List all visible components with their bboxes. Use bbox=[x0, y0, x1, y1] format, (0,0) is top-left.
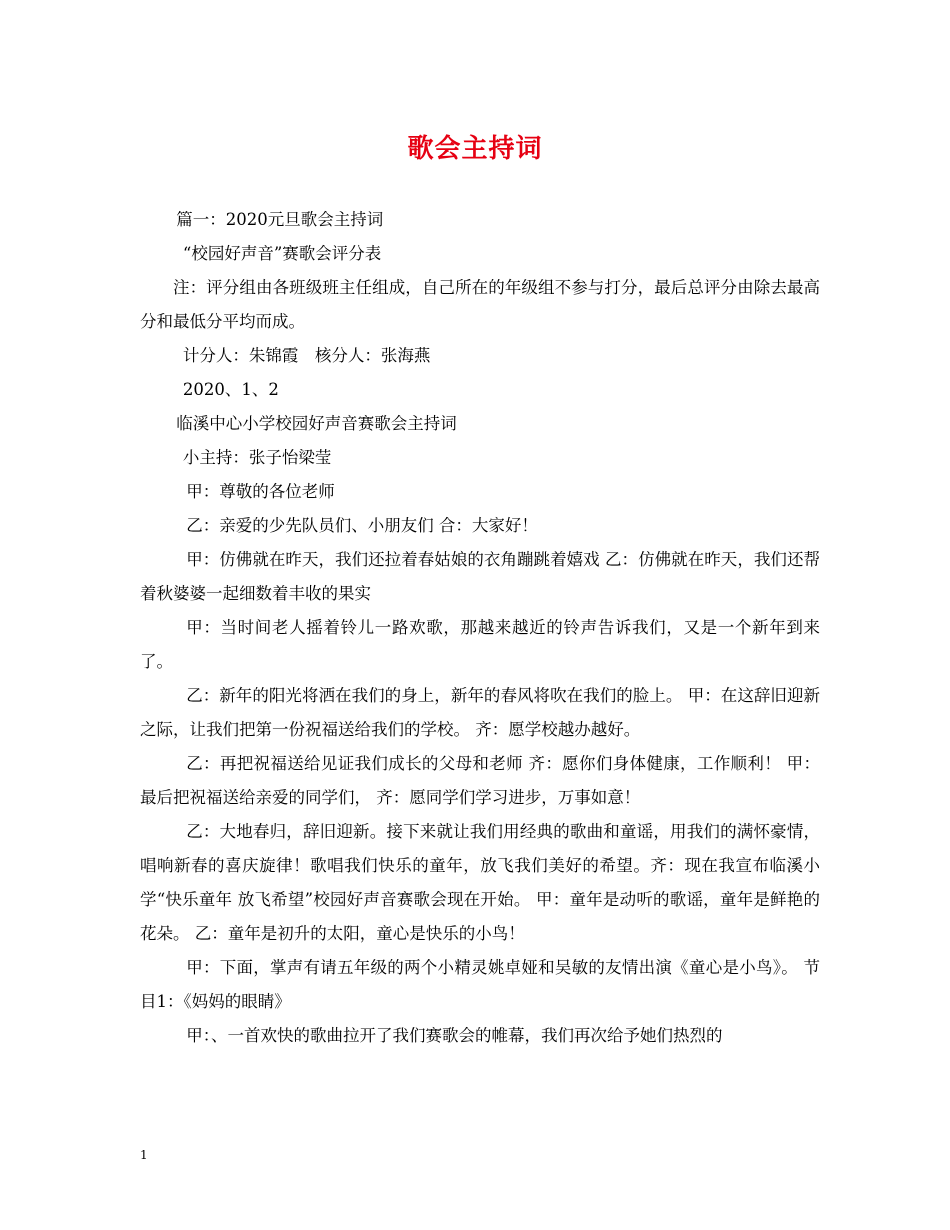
paragraph: 甲：下面，掌声有请五年级的两个小精灵姚卓娅和吴敏的友情出演《童心是小鸟》。 节目1：《妈妈的眼睛》 bbox=[140, 958, 820, 1011]
paragraph: 甲：当时间老人摇着铃儿一路欢歌，那越来越近的铃声告诉我们，又是一个新年到来了。 bbox=[140, 618, 820, 671]
paragraph: 甲：、一首欢快的歌曲拉开了我们赛歌会的帷幕，我们再次给予她们热烈的 bbox=[186, 1026, 723, 1045]
paragraph: 乙：新年的阳光将洒在我们的身上，新年的春风将吹在我们的脸上。 甲：在这辞旧迎新之际，让我们把第一份祝福送给我们的学校。 齐：愿学校越办越好。 bbox=[140, 686, 820, 739]
paragraph: 甲：仿佛就在昨天，我们还拉着春姑娘的衣角蹦跳着嬉戏 乙：仿佛就在昨天，我们还帮着秋婆婆一起细数着丰收的果实 bbox=[140, 550, 820, 603]
paragraph: 乙：亲爱的少先队员们、小朋友们 合：大家好！ bbox=[186, 516, 538, 535]
document-title: 歌会主持词 bbox=[407, 134, 543, 164]
paragraph: “校园好声音”赛歌会评分表 bbox=[182, 244, 382, 263]
page-number: 1 bbox=[140, 1148, 148, 1162]
paragraph: 乙：再把祝福送给见证我们成长的父母和老师 齐：愿你们身体健康，工作顺利！ 甲：最后把祝福送给亲爱的同学们， 齐：愿同学们学习进步，万事如意！ bbox=[140, 754, 820, 807]
paragraph: 篇一：2020元旦歌会主持词 bbox=[176, 210, 384, 229]
paragraph: 临溪中心小学校园好声音赛歌会主持词 bbox=[176, 414, 457, 433]
paragraph: 注：评分组由各班级班主任组成，自己所在的年级组不参与打分，最后总评分由除去最高分和最低分平均而成。 bbox=[140, 278, 820, 331]
paragraph: 计分人：朱锦霞 核分人：张海燕 bbox=[182, 346, 431, 365]
document-body bbox=[140, 203, 820, 1053]
paragraph: 2020、1、2 bbox=[182, 380, 279, 399]
paragraph: 乙：大地春归，辞旧迎新。接下来就让我们用经典的歌曲和童谣，用我们的满怀豪情，唱响新春的喜庆旋律！歌唱我们快乐的童年，放飞我们美好的希望。齐：现在我宣布临溪小学“快乐童年 放飞希望”校园好声音赛歌会现在开始。 甲：童年是动听的歌谣，童年是鲜艳的花朵。 乙：童年是初升的太阳，童心是快乐的小鸟！ bbox=[140, 822, 820, 943]
paragraph: 甲：尊敬的各位老师 bbox=[186, 482, 335, 501]
paragraph: 小主持：张子怡梁莹 bbox=[182, 448, 332, 467]
